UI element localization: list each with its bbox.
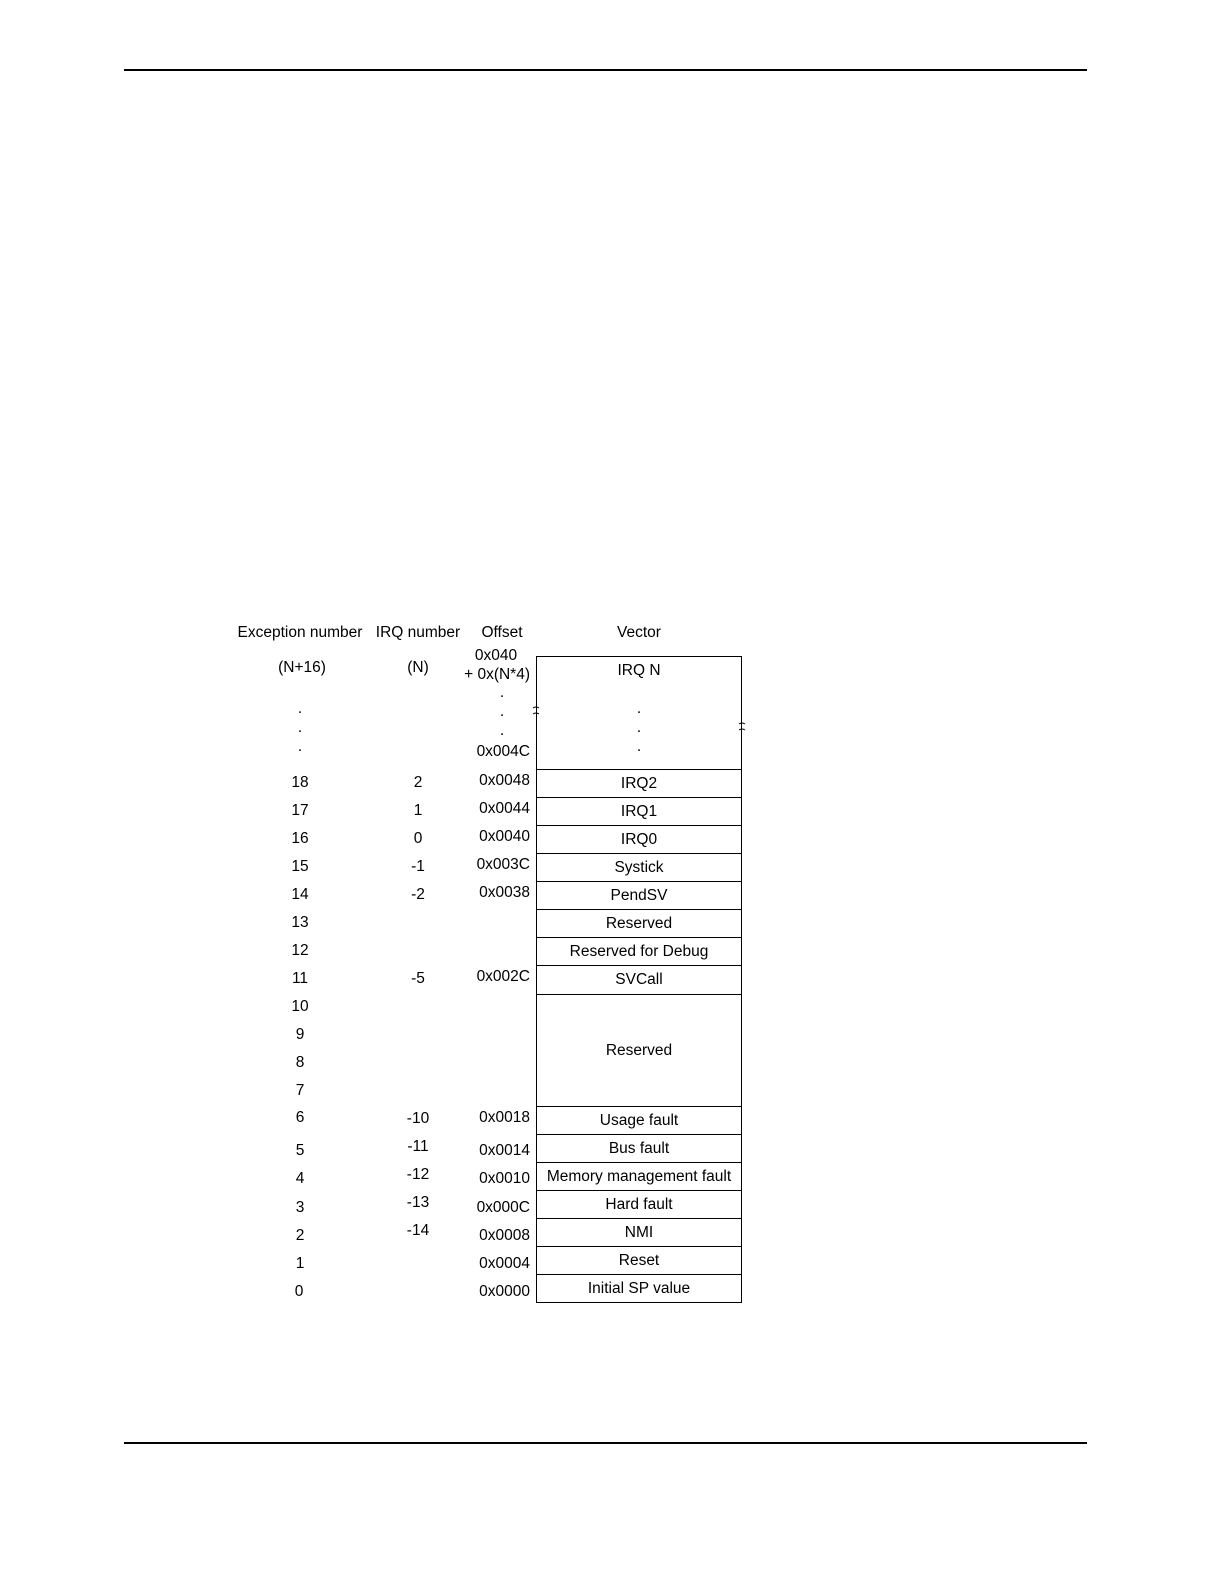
offset: 0x0014 (479, 1142, 530, 1159)
exception-number: 0 (294, 1283, 304, 1300)
exception-number: 11 (291, 970, 309, 987)
irq-number: 2 (413, 774, 423, 791)
header-irq-number: IRQ number (375, 624, 461, 641)
offset: 0x0038 (479, 884, 530, 901)
irq-number: 1 (413, 802, 423, 819)
header-exception-number: Exception number (237, 624, 363, 641)
exception-number: 16 (291, 830, 309, 847)
break-mark-left (531, 704, 541, 718)
vector-ellipsis-block (536, 685, 742, 770)
exception-number: 15 (291, 858, 309, 875)
exception-number: 13 (291, 914, 309, 931)
offset: 0x0040 (479, 828, 530, 845)
exception-dot: . (297, 700, 303, 717)
exception-number: 4 (295, 1170, 305, 1187)
exception-number: 18 (291, 774, 309, 791)
vector-cell (536, 825, 742, 854)
vector-label: IRQ1 (620, 802, 658, 820)
exception-dot: . (297, 738, 303, 755)
vector-dot: . (636, 699, 642, 717)
vector-cell (536, 965, 742, 995)
vector-cell (536, 1162, 742, 1191)
vector-cell (536, 1218, 742, 1247)
exception-number: 9 (295, 1026, 305, 1043)
vector-label: Systick (614, 858, 664, 876)
offset: 0x0048 (479, 772, 530, 789)
vector-cell (536, 1190, 742, 1219)
vector-label: PendSV (610, 886, 668, 904)
vector-label: Reset (618, 1251, 660, 1269)
vector-cell (536, 1274, 742, 1303)
offset-004c: 0x004C (476, 743, 530, 760)
vector-cell (536, 937, 742, 966)
header-rule (124, 69, 1087, 71)
irq-number-n: (N) (407, 659, 429, 676)
irq-number: 0 (413, 830, 423, 847)
vector-cell (536, 881, 742, 910)
vector-label: Reserved for Debug (569, 942, 709, 960)
irq-number: -5 (411, 970, 425, 987)
offset: 0x0000 (479, 1283, 530, 1300)
irq-number: -2 (411, 886, 425, 903)
break-mark-right (737, 720, 747, 734)
irq-number: -10 (406, 1110, 430, 1127)
irq-number: -1 (411, 858, 425, 875)
exception-number: 3 (295, 1199, 305, 1216)
offset-irq-n-line1: 0x040 (474, 647, 518, 664)
exception-number: 10 (291, 998, 309, 1015)
exception-number: 14 (291, 886, 309, 903)
offset-dot: . (499, 684, 505, 701)
vector-cell (536, 909, 742, 938)
vector-label: Hard fault (605, 1195, 673, 1213)
vector-irq-n (536, 656, 742, 686)
vector-label: Bus fault (608, 1139, 670, 1157)
vector-cell (536, 853, 742, 882)
offset: 0x003C (476, 856, 530, 873)
offset: 0x0044 (479, 800, 530, 817)
vector-label: Usage fault (599, 1111, 679, 1129)
vector-label: Reserved (605, 914, 673, 932)
irq-number: -11 (407, 1138, 429, 1155)
vector-dot: . (636, 718, 642, 736)
offset: 0x000C (476, 1199, 530, 1216)
irq-number: -14 (406, 1222, 430, 1239)
exception-number: 8 (295, 1054, 305, 1071)
offset: 0x0004 (479, 1255, 530, 1272)
exception-number: 17 (291, 802, 309, 819)
offset-dot: . (499, 703, 505, 720)
vector-label: IRQ0 (620, 830, 658, 848)
offset-dot: . (499, 722, 505, 739)
exception-number: 6 (295, 1109, 305, 1126)
exception-dot: . (297, 719, 303, 736)
vector-label: IRQ N (617, 662, 661, 679)
header-offset: Offset (481, 624, 523, 641)
exception-number: 7 (295, 1082, 305, 1099)
header-vector: Vector (617, 624, 661, 641)
vector-label: Memory management fault (546, 1167, 732, 1185)
vector-label: Initial SP value (587, 1279, 691, 1297)
vector-cell (536, 797, 742, 826)
vector-cell (536, 1106, 742, 1135)
vector-label: Reserved (605, 1041, 673, 1059)
exception-number: 5 (295, 1142, 305, 1159)
exception-number-n16: (N+16) (278, 659, 326, 676)
exception-number: 1 (295, 1255, 305, 1272)
vector-cell (536, 1134, 742, 1163)
offset: 0x002C (476, 968, 530, 985)
vector-cell (536, 1246, 742, 1275)
offset: 0x0010 (479, 1170, 530, 1187)
exception-number: 12 (291, 942, 309, 959)
vector-label: NMI (624, 1223, 654, 1241)
vector-reserved-block (536, 994, 742, 1107)
vector-label: SVCall (615, 971, 663, 988)
irq-number: -12 (406, 1166, 430, 1183)
offset-irq-n-line2: + 0x(N*4) (464, 666, 530, 683)
vector-cell (536, 769, 742, 798)
irq-number: -13 (406, 1194, 430, 1211)
vector-dot: . (636, 737, 642, 755)
exception-number: 2 (295, 1227, 305, 1244)
offset: 0x0008 (479, 1227, 530, 1244)
vector-label: IRQ2 (620, 774, 658, 792)
footer-rule (124, 1442, 1087, 1444)
offset: 0x0018 (479, 1109, 530, 1126)
